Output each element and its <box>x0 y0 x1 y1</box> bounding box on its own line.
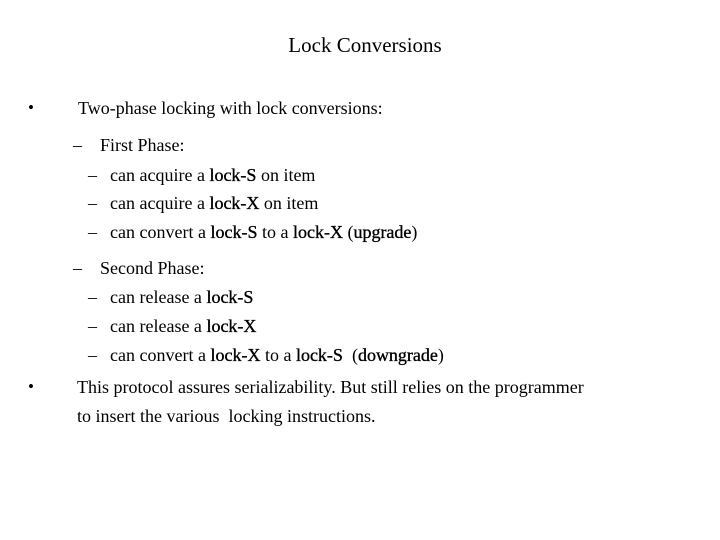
text-run: ) <box>437 345 444 365</box>
dash-marker: – <box>73 135 82 155</box>
text-run: can acquire a <box>110 193 210 213</box>
dash-marker: – <box>88 165 97 185</box>
text-run: ( <box>342 345 358 365</box>
lock-keyword: lock-X <box>292 222 343 242</box>
text-run: on item <box>259 193 319 213</box>
slide-title: Lock Conversions <box>288 33 442 57</box>
second-phase-label: Second Phase: <box>100 258 205 278</box>
upgrade-keyword: upgrade <box>353 222 412 242</box>
lock-keyword: lock-S <box>295 345 343 365</box>
dash-marker: – <box>88 287 97 307</box>
bullet-marker: • <box>28 377 34 396</box>
text-run: to a <box>260 345 296 365</box>
text-run: ) <box>411 222 418 242</box>
item-text <box>110 286 253 308</box>
text-run: on item <box>256 165 316 185</box>
dash-marker: – <box>88 316 97 336</box>
text-run: can convert a <box>110 345 211 365</box>
first-phase-label: First Phase: <box>100 135 185 155</box>
item-text <box>110 344 444 366</box>
lock-keyword: lock-X <box>210 345 261 365</box>
text-run: can convert a <box>110 222 211 242</box>
text-run: to a <box>257 222 293 242</box>
item-text <box>110 164 315 186</box>
lock-keyword: lock-X <box>209 193 260 213</box>
item-text <box>110 192 318 214</box>
text-run: can acquire a <box>110 165 210 185</box>
lock-keyword: lock-X <box>206 316 257 336</box>
dash-marker: – <box>88 222 97 242</box>
lock-keyword: lock-S <box>206 287 254 307</box>
text-run: can release a <box>110 287 207 307</box>
bullet-text-line-1: This protocol assures serializability. But still relies on the programmer <box>77 377 584 397</box>
item-text <box>110 315 256 337</box>
bullet-text-line-2: to insert the various locking instructions. <box>77 406 376 426</box>
lock-keyword: lock-S <box>210 222 258 242</box>
text-run: can release a <box>110 316 207 336</box>
dash-marker: – <box>88 193 97 213</box>
item-text <box>110 221 417 243</box>
dash-marker: – <box>73 258 82 278</box>
lock-keyword: lock-S <box>209 165 257 185</box>
bullet-text: Two-phase locking with lock conversions: <box>78 98 383 118</box>
text-run: ( <box>342 222 354 242</box>
dash-marker: – <box>88 345 97 365</box>
bullet-marker: • <box>28 98 34 117</box>
downgrade-keyword: downgrade <box>357 345 438 365</box>
